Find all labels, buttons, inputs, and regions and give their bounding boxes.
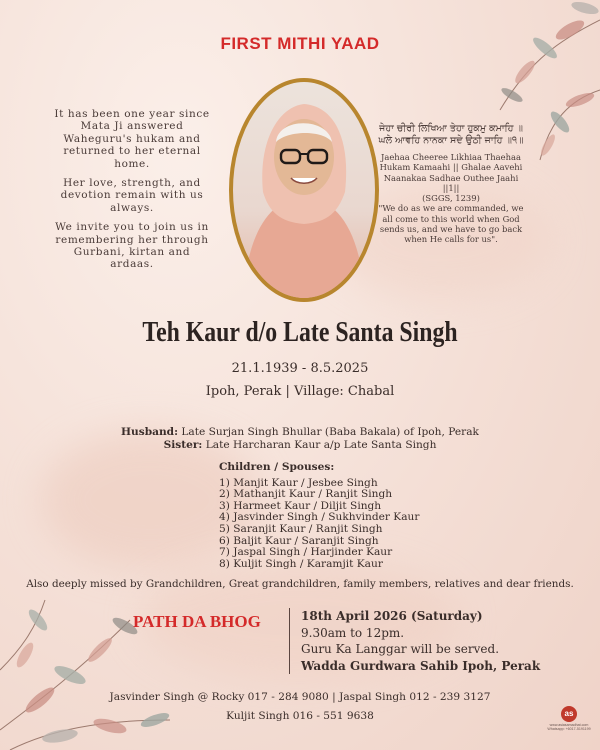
- transliteration-line: Naanakaa Sadhae Outhee Jaahi ||1||: [383, 172, 519, 193]
- list-item: 2) Mathanjit Kaur / Ranjit Singh: [219, 488, 393, 501]
- sister-name: Late Harcharan Kaur a/p Late Santa Singh: [205, 439, 437, 451]
- message-paragraph-2: Her love, strength, and devotion remain with us always.: [60, 177, 204, 214]
- children-heading: Children / Spouses:: [219, 461, 335, 473]
- deceased-name: Teh Kaur d/o Late Santa Singh: [142, 316, 458, 348]
- list-item: 7) Jaspal Singh / Harjinder Kaur: [219, 546, 393, 559]
- remembrance-message: [52, 108, 212, 278]
- logo-site: www.asiasamadhat.com: [549, 723, 589, 727]
- event-label: PATH DA BHOG: [133, 612, 261, 631]
- contact-line: Kuljit Singh 016 - 551 9638: [226, 710, 374, 722]
- missed-by-text: Also deeply missed by Grandchildren, Great grandchildren, family members, relatives and dear friends.: [26, 578, 574, 590]
- logo-whatsapp: Whatsapp: +6017-5191199: [547, 727, 591, 732]
- transliteration-line: Hukam Kamaahi || Ghalae Aavehi: [379, 162, 523, 173]
- life-dates: 21.1.1939 - 8.5.2025: [231, 361, 369, 376]
- list-item: 1) Manjit Kaur / Jesbee Singh: [219, 476, 378, 489]
- brand-logo: [545, 706, 593, 732]
- children-list: [219, 462, 419, 570]
- transliteration-line: Jaehaa Cheeree Likhiaa Thaehaa: [381, 152, 521, 162]
- gurmukhi-text: ਜੇਹਾ ਚੀਰੀ ਲਿਖਿਆ ਤੇਹਾ ਹੁਕਮੁ ਕਮਾਹਿ ॥ ਘਲੇ ਆਵਹਿ ਨਾਨਕਾ ਸਦੇ ਉਠੀ ਜਾਹਿ ॥੧॥: [378, 123, 524, 146]
- husband-label: Husband:: [121, 426, 178, 438]
- husband-name: Late Surjan Singh Bhullar (Baba Bakala) of Ipoh, Perak: [181, 426, 479, 438]
- message-paragraph-3: We invite you to join us in remembering her through Gurbani, kirtan and ardaas.: [55, 221, 209, 271]
- relations: [0, 426, 600, 452]
- page-title: FIRST MITHI YAAD: [220, 34, 380, 53]
- list-item: 5) Saranjit Kaur / Ranjit Singh: [219, 522, 383, 535]
- contacts: [0, 688, 600, 726]
- event-date: 18th April 2026 (Saturday): [301, 609, 483, 623]
- portrait-photo: [229, 78, 379, 302]
- langgar-note: Guru Ka Langgar will be served.: [301, 642, 500, 656]
- logo-mark: as: [561, 706, 577, 722]
- list-item: 4) Jasvinder Singh / Sukhvinder Kaur: [219, 511, 420, 524]
- sister-label: Sister:: [163, 439, 203, 451]
- location: Ipoh, Perak | Village: Chabal: [205, 384, 395, 399]
- list-item: 6) Baljit Kaur / Saranjit Singh: [219, 534, 379, 547]
- list-item: 8) Kuljit Singh / Karamjit Kaur: [219, 557, 383, 570]
- portrait-illustration: [233, 82, 375, 298]
- event-time: 9.30am to 12pm.: [301, 625, 405, 640]
- list-item: 3) Harmeet Kaur / Diljit Singh: [219, 499, 382, 512]
- event-details: [301, 608, 540, 674]
- message-paragraph-1: It has been one year since Mata Ji answered Waheguru's hukam and returned to her eternal home.: [54, 108, 210, 170]
- contact-line: Jasvinder Singh @ Rocky 017 - 284 9080 | Jaspal Singh 012 - 239 3127: [109, 691, 491, 703]
- quote-translation: "We do as we are commanded, we all come to this world when God sends us, and we have to go back when He calls for us".: [378, 203, 524, 245]
- event-venue: Wadda Gurdwara Sahib Ipoh, Perak: [301, 658, 541, 673]
- divider: [289, 608, 290, 674]
- gurbani-quote: [378, 123, 524, 245]
- quote-source: (SGGS, 1239): [422, 193, 480, 204]
